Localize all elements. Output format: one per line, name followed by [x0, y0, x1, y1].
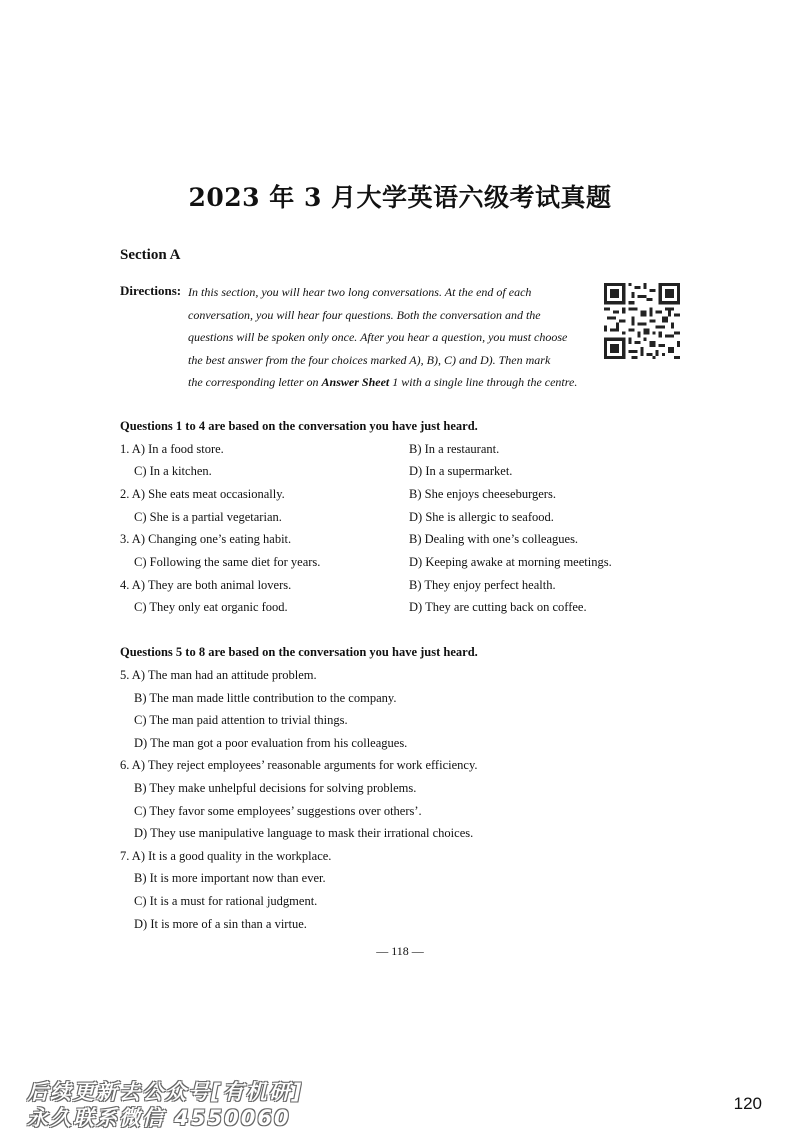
directions-label: Directions: — [120, 283, 182, 298]
group-heading: Questions 5 to 8 are based on the conversation you have just heard. — [120, 645, 478, 659]
option-6d: D) They use manipulative language to mask their irrational choices. — [134, 826, 474, 840]
option-2a: 2. A) She eats meat occasionally. — [120, 487, 285, 501]
option-7c: C) It is a must for rational judgment. — [134, 894, 318, 908]
directions-line: conversation, you will hear four questions. Both the conversation and the — [188, 307, 541, 322]
answer-sheet-label: Answer Sheet — [321, 375, 390, 389]
option-5a: 5. A) The man had an attitude problem. — [120, 668, 317, 682]
option-7a: 7. A) It is a good quality in the workplace. — [120, 849, 332, 863]
option-4b: B) They enjoy perfect health. — [409, 578, 556, 592]
page-number: — 118 — — [376, 944, 424, 958]
option-2d: D) She is allergic to seafood. — [409, 510, 554, 524]
option-1d: D) In a supermarket. — [409, 464, 513, 478]
corner-page-number: 120 — [733, 1094, 762, 1113]
option-3b: B) Dealing with one’s colleagues. — [409, 532, 579, 546]
option-5b: B) The man made little contribution to the company. — [134, 691, 397, 705]
option-6b: B) They make unhelpful decisions for solving problems. — [134, 781, 417, 795]
option-4a: 4. A) They are both animal lovers. — [120, 578, 292, 592]
option-7d: D) It is more of a sin than a virtue. — [134, 917, 307, 931]
option-3c: C) Following the same diet for years. — [134, 555, 321, 569]
option-4d: D) They are cutting back on coffee. — [409, 600, 587, 614]
option-1b: B) In a restaurant. — [409, 442, 500, 456]
directions-line: questions will be spoken only once. After you hear a question, you must choose — [188, 330, 568, 344]
page-title: 2023 年 3 月大学英语六级考试真题 — [188, 183, 612, 212]
option-6a: 6. A) They reject employees’ reasonable arguments for work efficiency. — [120, 758, 478, 772]
option-2c: C) She is a partial vegetarian. — [134, 510, 282, 524]
directions-text — [188, 281, 602, 394]
option-4c: C) They only eat organic food. — [134, 600, 288, 614]
option-1c: C) In a kitchen. — [134, 464, 212, 478]
option-1a: 1. A) In a food store. — [120, 442, 224, 456]
directions-line5-suffix: 1 with a single line through the centre. — [389, 375, 578, 389]
directions-line: the best answer from the four choices marked A), B), C) and D). Then mark — [188, 352, 551, 367]
watermark-line: 永久联系微信 4550060 — [27, 1106, 291, 1130]
watermark-line: 后续更新去公众号[有机研] — [27, 1080, 304, 1104]
option-2b: B) She enjoys cheeseburgers. — [409, 487, 556, 501]
option-3d: D) Keeping awake at morning meetings. — [409, 555, 612, 569]
directions-line5-prefix: the corresponding letter on — [188, 375, 322, 389]
qr-code-icon[interactable] — [604, 283, 680, 359]
directions-line: In this section, you will hear two long conversations. At the end of each — [188, 285, 532, 299]
option-3a: 3. A) Changing one’s eating habit. — [120, 532, 292, 546]
directions-line — [188, 371, 602, 394]
group-heading: Questions 1 to 4 are based on the conversation you have just heard. — [120, 419, 478, 433]
option-5c: C) The man paid attention to trivial things. — [134, 713, 348, 727]
option-5d: D) The man got a poor evaluation from his colleagues. — [134, 736, 408, 750]
section-heading: Section A — [120, 247, 181, 263]
option-6c: C) They favor some employees’ suggestions over others’. — [134, 804, 422, 818]
option-7b: B) It is more important now than ever. — [134, 871, 326, 885]
